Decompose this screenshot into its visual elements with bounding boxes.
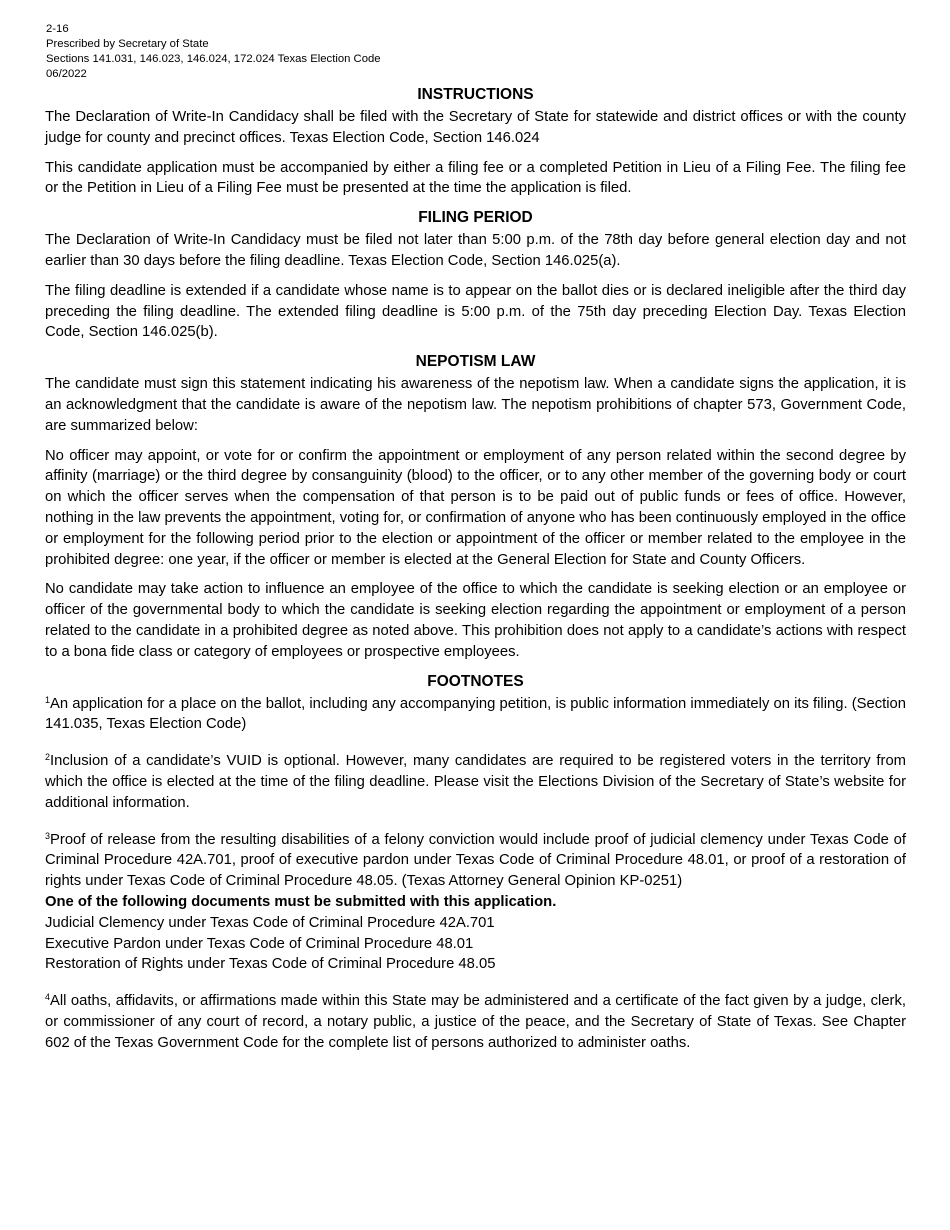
code-sections: Sections 141.031, 146.023, 146.024, 172.024 Texas Election Code (46, 53, 381, 65)
footnote-4 (45, 991, 906, 1053)
footnote-1-text: An application for a place on the ballot, including any accompanying petition, is public information immediately on its filing. (Section 141.035, Texas Election Code) (45, 695, 906, 733)
document-page (45, 22, 906, 1069)
nepotism-paragraph-1: The candidate must sign this statement indicating his awareness of the nepotism law. When a candidate signs the application, it is an acknowledgment that the candidate is aware of the nepotism law. The nepotism prohibitions of chapter 573, Government Code, are summarized below: (45, 376, 906, 434)
required-documents-note: One of the following documents must be submitted with this application. (45, 893, 557, 910)
form-header (46, 22, 906, 82)
document-item-restoration-of-rights: Restoration of Rights under Texas Code of Criminal Procedure 48.05 (45, 956, 496, 973)
filing-period-paragraph-2: The filing deadline is extended if a candidate whose name is to appear on the ballot dies or is declared ineligible after the third day preceding the filing deadline. The extended filing deadline is 5:00 p.m. of the 75th day preceding Election Day. Texas Election Code, Section 146.025(b). (45, 282, 906, 341)
filing-period-paragraph-1: The Declaration of Write-In Candidacy must be filed not later than 5:00 p.m. of the 78th day before general election day and not earlier than 30 days before the filing deadline. Texas Election Code, Section 146.025(a). (45, 232, 906, 269)
form-number: 2-16 (46, 23, 69, 35)
footnote-2 (45, 751, 906, 813)
prescribed-by: Prescribed by Secretary of State (46, 38, 209, 50)
instructions-paragraph-1: The Declaration of Write-In Candidacy shall be filed with the Secretary of State for statewide and district offices or with the county judge for county and precinct offices. Texas Election Code, Section 146.024 (45, 109, 906, 146)
instructions-paragraph-2: This candidate application must be accompanied by either a filing fee or a completed Petition in Lieu of a Filing Fee. The filing fee or the Petition in Lieu of a Filing Fee must be presented at the time the application is filed. (45, 159, 906, 197)
footnotes-heading: FOOTNOTES (427, 672, 524, 690)
footnote-1 (45, 694, 906, 736)
nepotism-paragraph-2: No officer may appoint, or vote for or confirm the appointment or employment of any person related within the second degree by affinity (marriage) or the third degree by consanguinity (blood) to the officer, or to any other member of the governing body or court on which the officer serves when the compensation of that person is to be paid out of public funds or fees of office. However, nothing in the law prevents the appointment, voting for, or confirmation of anyone who has been continuously employed in the office or employment for the following period prior to the election or appointment of the officer or member related to the employee in the prohibited degree: one year, if the officer or member is elected at the General Election for State and County Officers. (45, 447, 906, 568)
footnote-3 (45, 830, 906, 892)
nepotism-heading: NEPOTISM LAW (415, 353, 536, 371)
footnote-2-marker: 2 (45, 752, 51, 763)
footnote-1-marker: 1 (45, 694, 51, 705)
document-item-judicial-clemency: Judicial Clemency under Texas Code of Criminal Procedure 42A.701 (45, 914, 495, 931)
nepotism-paragraph-3: No candidate may take action to influence an employee of the office to which the candidate is seeking election or an employee or officer of the governmental body to which the candidate is seeking election regarding the appointment or employment of a person related to the candidate in a prohibited degree as noted above. This prohibition does not apply to a candidate’s actions with respect to a bona fide class or category of employees or prospective employees. (45, 581, 906, 660)
footnote-3-document-list (45, 892, 906, 975)
filing-period-heading: FILING PERIOD (418, 209, 533, 227)
footnote-4-text: All oaths, affidavits, or affirmations made within this State may be administered and a certificate of the fact given by a judge, clerk, or commissioner of any court of record, a notary public, a justice of the peace, and the Secretary of State of Texas. See Chapter 602 of the Texas Government Code for the complete list of persons authorized to administer oaths. (45, 993, 906, 1051)
form-date: 06/2022 (46, 68, 87, 80)
instructions-heading: INSTRUCTIONS (417, 86, 534, 103)
footnote-4-marker: 4 (45, 992, 51, 1003)
document-item-executive-pardon: Executive Pardon under Texas Code of Criminal Procedure 48.01 (45, 935, 474, 952)
footnote-2-text: Inclusion of a candidate’s VUID is optional. However, many candidates are required to be registered voters in the territory from which the office is elected at the time of the filing deadline. Please visit the Elections Division of the Secretary of State’s website for additional information. (45, 753, 906, 811)
footnote-3-text: Proof of release from the resulting disabilities of a felony conviction would include proof of judicial clemency under Texas Code of Criminal Procedure 42A.701, proof of executive pardon under Texas Code of Criminal Procedure 48.01, or proof of a restoration of rights under Texas Code of Criminal Procedure 48.05. (Texas Attorney General Opinion KP-0251) (45, 831, 906, 890)
footnote-3-marker: 3 (45, 830, 51, 841)
